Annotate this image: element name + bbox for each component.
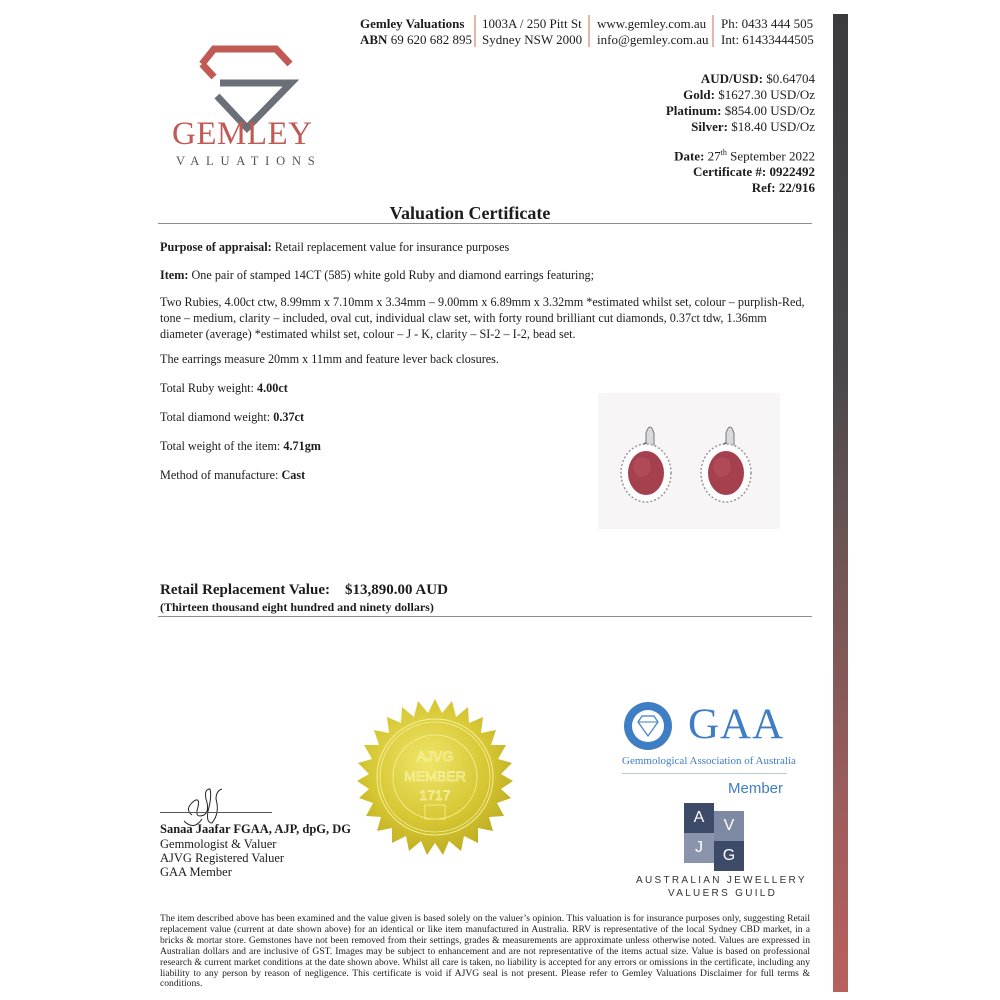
gaa-divider <box>622 773 787 774</box>
valuation-in-words: (Thirteen thousand eight hundred and ninety dollars) <box>160 600 434 614</box>
rate-platinum: Platinum: $854.00 USD/Oz <box>665 103 815 118</box>
intl-phone: Int: 61433444505 <box>721 32 814 47</box>
rate-silver: Silver: $18.40 USD/Oz <box>691 119 815 134</box>
value-divider <box>158 616 812 617</box>
ajvg-letter-v: V <box>714 811 744 841</box>
title-divider <box>158 223 812 224</box>
gaa-acronym: GAA <box>688 701 785 748</box>
spec-total-weight: Total weight of the item: 4.71gm <box>160 439 321 453</box>
certificate-number: Certificate #: 0922492 <box>692 164 815 180</box>
website-link[interactable]: www.gemley.com.au <box>597 16 707 31</box>
phone-block <box>721 16 814 48</box>
earrings-photo <box>598 393 780 529</box>
email-link[interactable]: info@gemley.com.au <box>597 32 709 47</box>
address-line-1: 1003A / 250 Pitt St <box>482 16 582 31</box>
logo-wordmark: GEMLEY <box>172 116 313 152</box>
item-line: Item: One pair of stamped 14CT (585) white gold Ruby and diamond earrings featuring; <box>160 268 595 282</box>
company-name-block <box>360 16 472 48</box>
header-divider <box>712 15 714 47</box>
item-description: Two Rubies, 4.00ct ctw, 8.99mm x 7.10mm x 3.34mm – 9.00mm x 6.89mm x 3.32mm *estimated whilst set, colour – purplish-Red, tone – medium, clarity – included, oval cut, individual claw set, with forty round brilliant cut diamonds, 0.37ct tdw, 1.36mm diameter (average) *estimated whilst set, colour – J - K, clarity – SI-2 – I-2, bead set. <box>160 295 805 341</box>
disclaimer-text: The item described above has been examined and the value given is based solely on the valuer’s opinion. This valuation is for insurance purposes only, suggesting Retail replacement value (current at date shown above) for an identical or like item manufactured in Australia. RRV is representative of the local Sydney CBD market, in a bricks & mortar store. Gemstones have not been removed from their settings, grades & measurements are approximate unless otherwise noted. Values are expressed in Australian dollars and are inclusive of GST. Images may be subject to enhancement and are not representative of the items actual size. Value is based on professional research & current market conditions at the date shown above. Whilst all care is taken, no liability is accepted for any errors or omissions in the certificate, including any liability to any person by reason of negligence. This certificate is void if AJVG seal is not present. Please refer to Gemley Valuations Disclaimer for full terms & conditions. <box>160 913 810 990</box>
ajvg-letter-g: G <box>714 841 744 871</box>
valuer-role-2: AJVG Registered Valuer <box>160 851 285 865</box>
gaa-emblem-icon <box>622 700 680 752</box>
spec-ruby-weight: Total Ruby weight: 4.00ct <box>160 381 288 395</box>
svg-text:1717: 1717 <box>419 787 451 803</box>
earring-measurements: The earrings measure 20mm x 11mm and feature lever back closures. <box>160 352 499 366</box>
decorative-side-bar <box>833 14 848 992</box>
ajvg-name-line-2: VALUERS GUILD <box>668 888 778 899</box>
address-line-2: Sydney NSW 2000 <box>482 32 583 47</box>
valuer-role-3: GAA Member <box>160 865 232 879</box>
spec-manufacture-method: Method of manufacture: Cast <box>160 468 306 482</box>
ajvg-letter-a: A <box>684 803 714 833</box>
valuer-role-1: Gemmologist & Valuer <box>160 837 277 851</box>
valuer-name: Sanaa Jaafar FGAA, AJP, dpG, DG <box>160 822 352 836</box>
address-block <box>482 16 582 48</box>
svg-text:AJVG: AJVG <box>416 748 454 764</box>
rate-aud-usd: AUD/USD: $0.64704 <box>700 71 815 86</box>
ref: Ref: 22/916 <box>751 180 815 196</box>
purpose-of-appraisal: Purpose of appraisal: Retail replacement value for insurance purposes <box>160 240 510 254</box>
ajvg-logo-icon <box>684 803 744 869</box>
abn: ABN 69 620 682 895 <box>360 32 472 47</box>
valuation-amount: $13,890.00 AUD <box>344 582 448 598</box>
page-title: Valuation Certificate <box>389 203 551 223</box>
header-divider <box>474 15 476 47</box>
gaa-full-name: Gemmological Association of Australia <box>622 755 796 767</box>
signature-line <box>160 812 272 813</box>
header-divider <box>588 15 590 47</box>
rates-block <box>666 71 815 135</box>
phone: Ph: 0433 444 505 <box>721 16 814 31</box>
company-name: Gemley Valuations <box>360 16 465 31</box>
date: Date: 27th September 2022 <box>674 148 815 164</box>
spec-diamond-weight: Total diamond weight: 0.37ct <box>160 410 305 424</box>
certificate-meta <box>674 145 815 196</box>
ajvg-letter-j: J <box>684 833 714 863</box>
svg-text:MEMBER: MEMBER <box>404 768 466 784</box>
rate-gold: Gold: $1627.30 USD/Oz <box>683 87 815 102</box>
logo-subtitle: VALUATIONS <box>176 154 322 168</box>
ajvg-gold-seal-icon <box>355 697 515 867</box>
ajvg-name-line-1: AUSTRALIAN JEWELLERY <box>636 875 807 886</box>
web-block <box>597 16 708 48</box>
retail-replacement-value: Retail Replacement Value: $13,890.00 AUD <box>160 582 448 598</box>
gaa-member-label: Member <box>728 780 784 797</box>
